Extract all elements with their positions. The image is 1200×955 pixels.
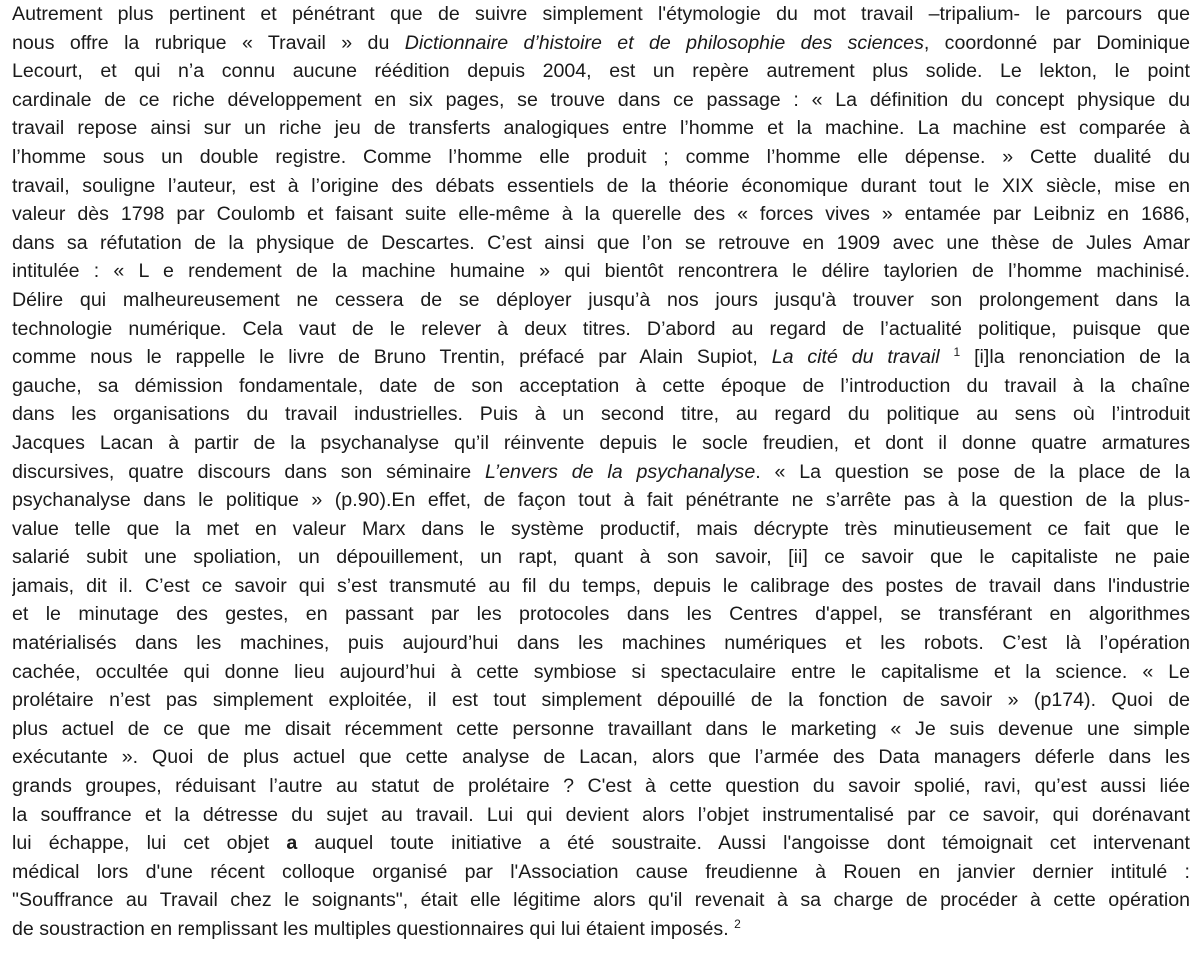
text-segment: médical lors d'une récent colloque organisé par l'Association cause freudienne à Rouen en janvier dernier intitulé :: [12, 860, 1190, 883]
text-line: [12, 400, 1190, 429]
text-segment: Jacques Lacan à partir de la psychanalyse qu’il réinvente depuis le socle freudien, et dont il donne quatre armatures: [12, 431, 1190, 454]
bold-term: a: [286, 832, 298, 855]
text-segment: , coordonné par Dominique: [923, 31, 1190, 54]
text-line: [12, 486, 1190, 515]
paragraph: [12, 0, 1190, 944]
text-line: [12, 29, 1190, 58]
text-segment: gauche, sa démission fondamentale, date de son acceptation à cette époque de l’introduction du travail à la chaîne: [12, 374, 1190, 397]
footnote-marker: 2: [734, 917, 741, 931]
text-line: [12, 257, 1190, 286]
text-line: [12, 858, 1190, 887]
text-segment: psychanalyse dans le politique » (p.90).En effet, de façon tout à fait pénétrante ne s’arrête pas à la question de la plus-: [12, 489, 1190, 512]
text-segment: Délire qui malheureusement ne cessera de se déployer jusqu’à nos jours jusqu'à trouver son prolongement dans la: [12, 288, 1190, 311]
text-line: [12, 172, 1190, 201]
text-line: [12, 458, 1190, 487]
text-segment: discursives, quatre discours dans son séminaire: [12, 460, 485, 483]
text-segment: Lecourt, et qui n’a connu aucune réédition depuis 2004, est un repère autrement plus solide. Le lekton, le point: [12, 60, 1190, 83]
text-line: [12, 0, 1190, 29]
footnote-marker: 1: [953, 345, 961, 360]
text-line: [12, 229, 1190, 258]
italic-title: Dictionnaire d’histoire et de philosophie des sciences: [404, 31, 924, 54]
text-segment: exécutante ». Quoi de plus actuel que cette analyse de Lacan, alors que l’armée des Data managers déferle dans les: [12, 746, 1190, 769]
text-line: [12, 429, 1190, 458]
text-segment: . « La question se pose de la place de la: [755, 460, 1190, 483]
text-segment: plus actuel de ce que me disait récemment cette personne travaillant dans le marketing « Je suis devenue une simple: [12, 717, 1190, 740]
text-line: [12, 86, 1190, 115]
text-line: [12, 743, 1190, 772]
text-segment: comme nous le rappelle le livre de Bruno Trentin, préfacé par Alain Supiot,: [12, 346, 772, 369]
text-segment: travail, souligne l’auteur, est à l’origine des débats essentiels de la théorie économique durant tout le XIX siècle, mise en: [12, 174, 1190, 197]
text-line: [12, 114, 1190, 143]
text-segment: prolétaire n’est pas simplement exploitée, il est tout simplement dépouillé de la fonction de savoir » (p174). Quoi de: [12, 689, 1190, 712]
text-line: [12, 543, 1190, 572]
text-segment: "Souffrance au Travail chez le soignants", était elle légitime alors qu'il revenait à sa charge de procéder à cette opération: [12, 889, 1190, 912]
text-segment: dans sa réfutation de la physique de Descartes. C’est ainsi que l’on se retrouve en 1909 avec une thèse de Jules Amar: [12, 231, 1190, 254]
text-segment: cardinale de ce riche développement en six pages, se trouve dans ce passage : « La définition du concept physique du: [12, 88, 1190, 111]
text-line: [12, 372, 1190, 401]
text-line: [12, 343, 1190, 372]
text-line: [12, 829, 1190, 858]
text-segment: grands groupes, réduisant l’autre au statut de prolétaire ? C'est à cette question du savoir spolié, ravi, qu’est aussi liée: [12, 775, 1190, 798]
text-line: [12, 515, 1190, 544]
text-segment: value telle que la met en valeur Marx dans le système productif, mais décrypte très minutieusement ce fait que le: [12, 517, 1190, 540]
text-segment: travail repose ainsi sur un riche jeu de transferts analogiques entre l’homme et la machine. La machine est comparée à: [12, 117, 1190, 140]
text-segment: [i]la renonciation de la: [960, 346, 1190, 369]
text-segment: et le minutage des gestes, en passant par les protocoles dans les Centres d'appel, se transférant en algorithmes: [12, 603, 1190, 626]
text-line: [12, 801, 1190, 830]
text-line: [12, 686, 1190, 715]
text-segment: [940, 346, 954, 368]
text-segment: la souffrance et la détresse du sujet au travail. Lui qui devient alors l’objet instrumentalisé par ce savoir, qui dorénavant: [12, 803, 1190, 826]
text-segment: technologie numérique. Cela vaut de le relever à deux titres. D’abord au regard de l’actualité politique, puisque que: [12, 317, 1190, 340]
text-line: [12, 658, 1190, 687]
text-line: [12, 915, 1190, 944]
text-line: [12, 886, 1190, 915]
text-segment: matérialisés dans les machines, puis aujourd’hui dans les machines numériques et les robots. C’est là l’opération: [12, 632, 1190, 655]
italic-title: La cité du travail: [771, 346, 940, 369]
text-line: [12, 715, 1190, 744]
text-line: [12, 772, 1190, 801]
text-segment: l’homme sous un double registre. Comme l’homme elle produit ; comme l’homme elle dépense. » Cette dualité du: [12, 145, 1190, 168]
text-segment: dans les organisations du travail industrielles. Puis à un second titre, au regard du politique au sens où l’introduit: [12, 403, 1190, 426]
text-line: [12, 57, 1190, 86]
text-line: [12, 286, 1190, 315]
text-segment: de soustraction en remplissant les multiples questionnaires qui lui étaient imposés.: [12, 918, 735, 940]
text-segment: intitulée : « L e rendement de la machine humaine » qui bientôt rencontrera le délire taylorien de l’homme machinisé.: [12, 260, 1190, 283]
text-line: [12, 200, 1190, 229]
text-line: [12, 600, 1190, 629]
text-segment: jamais, dit il. C’est ce savoir qui s’est transmuté au fil du temps, depuis le calibrage des postes de travail dans l'industrie: [12, 574, 1190, 597]
text-line: [12, 143, 1190, 172]
text-segment: cachée, occultée qui donne lieu aujourd’hui à cette symbiose si spectaculaire entre le capitalisme et la science. « Le: [12, 660, 1190, 683]
text-line: [12, 629, 1190, 658]
text-segment: lui échappe, lui cet objet: [12, 832, 287, 855]
text-line: [12, 572, 1190, 601]
text-segment: auquel toute initiative a été soustraite. Aussi l'angoisse dont témoignait cet intervenant: [297, 832, 1190, 855]
text-segment: nous offre la rubrique « Travail » du: [12, 31, 405, 54]
text-line: [12, 315, 1190, 344]
text-segment: salarié subit une spoliation, un dépouillement, un rapt, quant à son savoir, [ii] ce savoir que le capitaliste ne paie: [12, 546, 1190, 569]
text-segment: valeur dès 1798 par Coulomb et faisant suite elle-même à la querelle des « forces vives » entamée par Leibniz en 1686,: [12, 203, 1190, 226]
italic-title: L’envers de la psychanalyse: [484, 460, 756, 483]
text-segment: Autrement plus pertinent et pénétrant que de suivre simplement l'étymologie du mot travail –tripalium- le parcours que: [12, 3, 1190, 25]
